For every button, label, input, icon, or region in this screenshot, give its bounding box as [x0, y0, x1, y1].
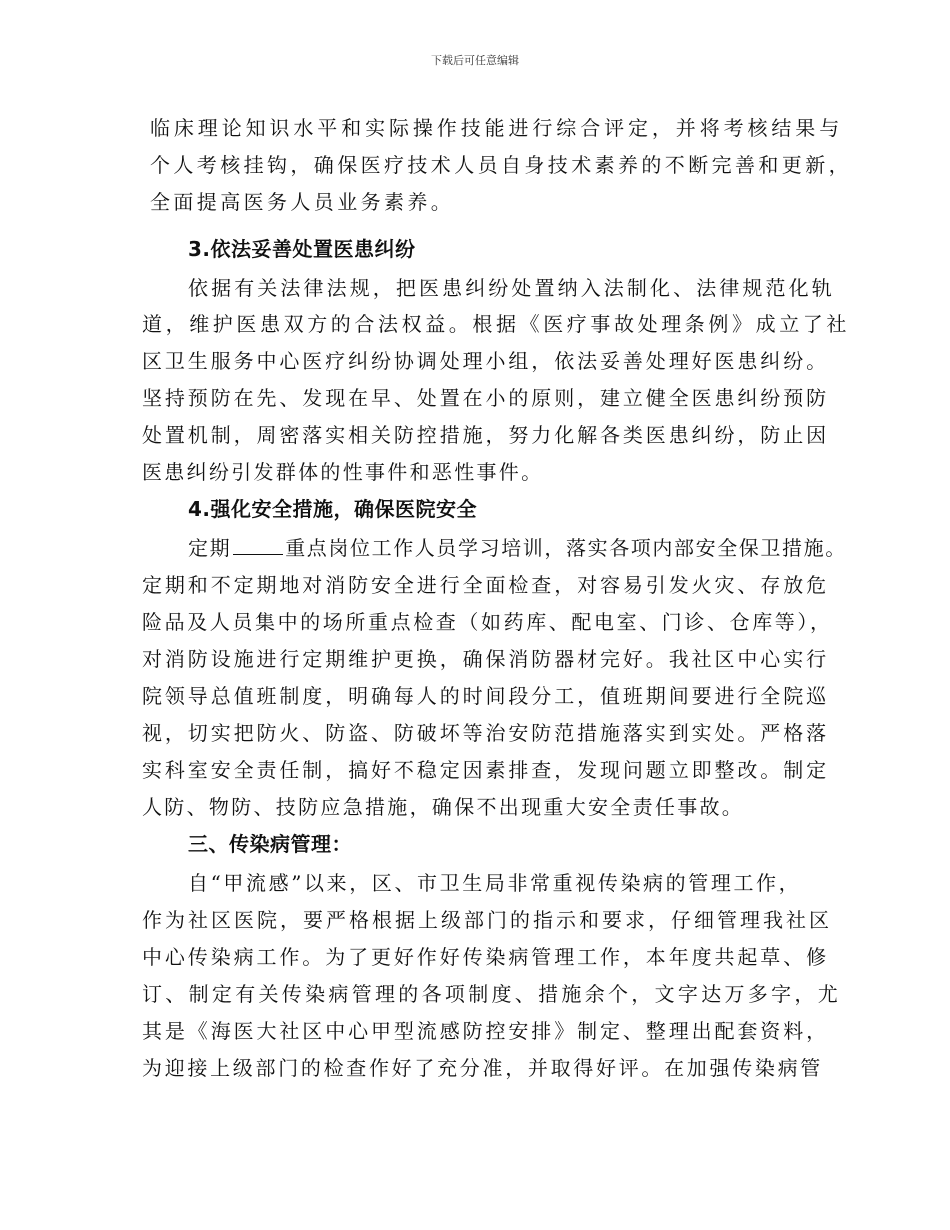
blank-underline: [233, 536, 283, 555]
body-line: 定期和不定期地对消防安全进行全面检查，对容易引发火灾、存放危: [142, 573, 829, 597]
body-line: 人防、物防、技防应急措施，确保不出现重大安全责任事故。: [142, 795, 745, 819]
body-line: 全面提高医务人员业务素养。: [150, 190, 455, 214]
body-line: 处置机制，周密落实相关防控措施，努力化解各类医患纠纷，防止因: [142, 423, 829, 447]
page-header-note: 下载后可任意编辑: [431, 54, 519, 67]
section-heading-3: 3.依法妥善处置医患纠纷: [188, 237, 416, 261]
body-line: 实科室安全责任制，搞好不稳定因素排查，发现问题立即整改。制定: [142, 758, 829, 782]
body-line: 依据有关法律法规，把医患纠纷处置纳入法制化、法律规范化轨: [188, 276, 835, 300]
body-line: 作为社区医院，要严格根据上级部门的指示和要求，仔细管理我社区: [142, 908, 832, 932]
body-line: 自“甲流感”以来，区、市卫生局非常重视传染病的管理工作，: [188, 871, 802, 895]
body-line: 订、制定有关传染病管理的各项制度、措施余个，文字达万多字，尤: [142, 982, 841, 1006]
body-line: 临床理论知识水平和实际操作技能进行综合评定，并将考核结果与: [150, 116, 844, 140]
body-line: 定期 重点岗位工作人员学习培训，落实各项内部安全保卫措施。: [188, 536, 847, 560]
section-heading-infectious-disease: 三、传染病管理：: [188, 832, 352, 856]
body-line: 为迎接上级部门的检查作好了充分准，并取得好评。在加强传染病管: [142, 1056, 823, 1080]
body-line: 个人考核挂钩，确保医疗技术人员自身技术素养的不断完善和更新，: [150, 153, 852, 177]
body-line: 其是《海医大社区中心甲型流感防控安排》制定、整理出配套资料，: [142, 1019, 829, 1043]
body-line: 险品及人员集中的场所重点检查（如药库、配电室、门诊、仓库等），: [142, 610, 833, 634]
body-line: 道，维护医患双方的合法权益。根据《医疗事故处理条例》成立了社: [142, 312, 850, 336]
body-line: 医患纠纷引发群体的性事件和恶性事件。: [142, 460, 544, 484]
body-line: 视，切实把防火、防盗、防破坏等治安防范措施落实到实处。严格落: [142, 721, 829, 745]
body-line: 对消防设施进行定期维护更换，确保消防器材完好。我社区中心实行: [142, 647, 829, 671]
body-line: 区卫生服务中心医疗纠纷协调处理小组，依法妥善处理好医患纠纷。: [142, 349, 829, 373]
body-line: 坚持预防在先、发现在早、处置在小的原则，建立健全医患纠纷预防: [142, 386, 829, 410]
body-line: 院领导总值班制度，明确每人的时间段分工，值班期间要进行全院巡: [142, 684, 829, 708]
body-line: 中心传染病工作。为了更好作好传染病管理工作，本年度共起草、修: [142, 945, 829, 969]
section-heading-4: 4.强化安全措施，确保医院安全: [188, 497, 478, 521]
